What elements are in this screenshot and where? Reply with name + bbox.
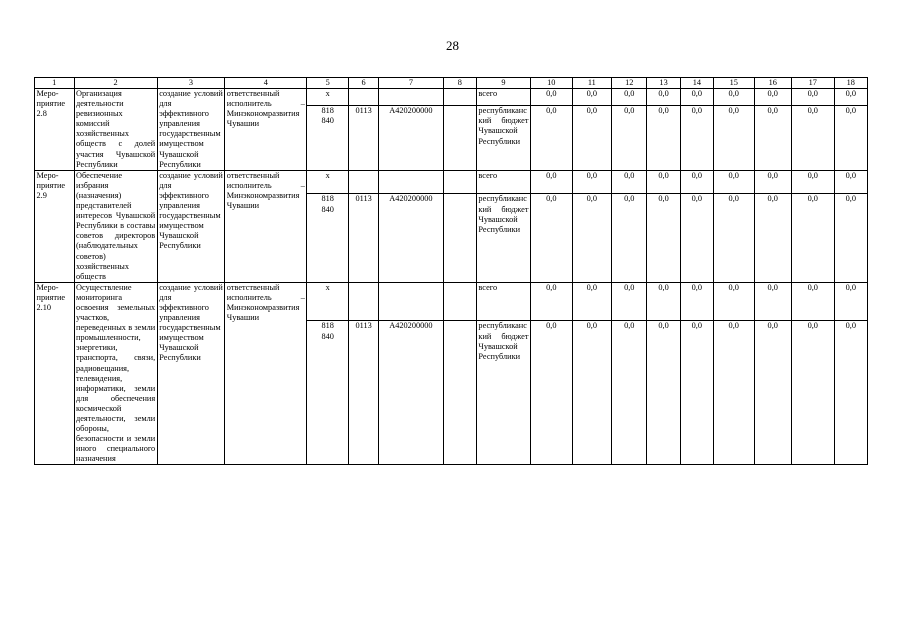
event-responsible: ответственный исполнитель – Минэкономразвития Чувашии	[225, 170, 307, 282]
total-source-label: всего	[476, 282, 530, 321]
total-value-cell: 0,0	[754, 282, 791, 321]
total-value-cell: 0,0	[680, 170, 713, 194]
budget-value-cell: 0,0	[713, 321, 754, 465]
budget-section-cell: 0113	[349, 106, 379, 170]
header-cell-12: 12	[612, 78, 647, 89]
budget-value-cell: 0,0	[647, 194, 680, 282]
total-section-cell	[349, 170, 379, 194]
event-number: Меро- приятие 2.8	[35, 89, 75, 171]
header-cell-13: 13	[647, 78, 680, 89]
total-expense-cell	[443, 170, 476, 194]
total-target-cell	[379, 282, 443, 321]
header-cell-3: 3	[157, 78, 225, 89]
header-cell-4: 4	[225, 78, 307, 89]
budget-value-cell: 0,0	[713, 194, 754, 282]
budget-source-label: республиканский бюджет Чувашской Республики	[476, 194, 530, 282]
budget-value-cell: 0,0	[754, 106, 791, 170]
budget-grbs-cell: 818 840	[307, 194, 349, 282]
budget-value-cell: 0,0	[572, 106, 612, 170]
event-description: Обеспечение избрания (назначения) представителей интересов Чувашской Республики в составы советов директоров (наблюдательных советов) хозяйственных обществ	[76, 170, 156, 281]
event-number: Меро- приятие 2.9	[35, 170, 75, 282]
budget-value-cell: 0,0	[612, 194, 647, 282]
budget-grbs-cell: 818 840	[307, 321, 349, 465]
total-grbs-cell: x	[307, 170, 349, 194]
budget-value-cell: 0,0	[530, 321, 572, 465]
program-events-table	[34, 77, 868, 465]
total-grbs-cell: x	[307, 282, 349, 321]
budget-value-cell: 0,0	[612, 106, 647, 170]
budget-value-cell: 0,0	[680, 194, 713, 282]
total-value-cell: 0,0	[791, 89, 834, 106]
total-target-cell	[379, 170, 443, 194]
header-cell-6: 6	[349, 78, 379, 89]
budget-target-cell: А420200000	[379, 106, 443, 170]
total-value-cell: 0,0	[834, 89, 867, 106]
total-value-cell: 0,0	[834, 170, 867, 194]
header-cell-15: 15	[713, 78, 754, 89]
budget-value-cell: 0,0	[791, 194, 834, 282]
event-goal: создание условий для эффективного управления государственным имуществом Чувашской Республики	[157, 170, 225, 282]
total-value-cell: 0,0	[754, 89, 791, 106]
total-value-cell: 0,0	[572, 89, 612, 106]
header-cell-16: 16	[754, 78, 791, 89]
budget-value-cell: 0,0	[647, 106, 680, 170]
event-row-total	[35, 282, 868, 321]
page-number: 28	[446, 38, 459, 53]
event-row-total	[35, 170, 868, 194]
total-value-cell: 0,0	[680, 282, 713, 321]
total-section-cell	[349, 89, 379, 106]
budget-value-cell: 0,0	[754, 194, 791, 282]
total-expense-cell	[443, 89, 476, 106]
header-cell-2: 2	[74, 78, 157, 89]
header-cell-7: 7	[379, 78, 443, 89]
total-value-cell: 0,0	[713, 170, 754, 194]
budget-value-cell: 0,0	[680, 106, 713, 170]
budget-source-label: республиканский бюджет Чувашской Республики	[476, 106, 530, 170]
total-value-cell: 0,0	[612, 170, 647, 194]
budget-value-cell: 0,0	[791, 106, 834, 170]
header-cell-8: 8	[443, 78, 476, 89]
budget-value-cell: 0,0	[612, 321, 647, 465]
budget-value-cell: 0,0	[791, 321, 834, 465]
table-header-row	[35, 78, 868, 89]
total-grbs-cell: x	[307, 89, 349, 106]
total-value-cell: 0,0	[572, 170, 612, 194]
budget-expense-cell	[443, 194, 476, 282]
budget-value-cell: 0,0	[754, 321, 791, 465]
header-cell-5: 5	[307, 78, 349, 89]
header-cell-11: 11	[572, 78, 612, 89]
budget-section-cell: 0113	[349, 321, 379, 465]
total-value-cell: 0,0	[680, 89, 713, 106]
total-value-cell: 0,0	[572, 282, 612, 321]
event-responsible: ответственный исполнитель – Минэкономразвития Чувашии	[225, 89, 307, 171]
event-number: Меро- приятие 2.10	[35, 282, 75, 465]
total-target-cell	[379, 89, 443, 106]
budget-target-cell: А420200000	[379, 194, 443, 282]
budget-source-label: республиканский бюджет Чувашской Республики	[476, 321, 530, 465]
budget-grbs-cell: 818 840	[307, 106, 349, 170]
budget-target-cell: А420200000	[379, 321, 443, 465]
total-value-cell: 0,0	[791, 170, 834, 194]
total-value-cell: 0,0	[713, 89, 754, 106]
budget-expense-cell	[443, 106, 476, 170]
budget-value-cell: 0,0	[834, 321, 867, 465]
budget-section-cell: 0113	[349, 194, 379, 282]
budget-value-cell: 0,0	[530, 194, 572, 282]
total-source-label: всего	[476, 89, 530, 106]
total-value-cell: 0,0	[530, 170, 572, 194]
budget-value-cell: 0,0	[834, 194, 867, 282]
total-value-cell: 0,0	[791, 282, 834, 321]
budget-expense-cell	[443, 321, 476, 465]
total-source-label: всего	[476, 170, 530, 194]
event-goal: создание условий для эффективного управления государственным имуществом Чувашской Республики	[157, 282, 225, 465]
header-cell-17: 17	[791, 78, 834, 89]
budget-value-cell: 0,0	[713, 106, 754, 170]
budget-value-cell: 0,0	[572, 321, 612, 465]
event-row-total	[35, 89, 868, 106]
header-cell-10: 10	[530, 78, 572, 89]
total-value-cell: 0,0	[612, 89, 647, 106]
budget-value-cell: 0,0	[572, 194, 612, 282]
event-responsible: ответственный исполнитель – Минэкономразвития Чувашии	[225, 282, 307, 465]
header-cell-18: 18	[834, 78, 867, 89]
budget-value-cell: 0,0	[530, 106, 572, 170]
event-description: Организация деятельности ревизионных комиссий хозяйственных обществ с долей участия Чувашской Республики	[76, 89, 156, 169]
event-goal: создание условий для эффективного управления государственным имуществом Чувашской Республики	[159, 89, 223, 169]
total-value-cell: 0,0	[754, 170, 791, 194]
budget-value-cell: 0,0	[834, 106, 867, 170]
total-value-cell: 0,0	[530, 282, 572, 321]
total-value-cell: 0,0	[647, 170, 680, 194]
budget-value-cell: 0,0	[680, 321, 713, 465]
total-value-cell: 0,0	[647, 89, 680, 106]
event-description: Осуществление мониторинга освоения земельных участков, переведенных в земли промышленности, энергетики, транспорта, связи, радиовещания, телевидения, информатики, земли для обеспечения космической деятельности, земли обороны, безопасности и земли иного специального назначения	[76, 282, 156, 464]
total-value-cell: 0,0	[834, 282, 867, 321]
budget-value-cell: 0,0	[647, 321, 680, 465]
total-value-cell: 0,0	[530, 89, 572, 106]
header-cell-9: 9	[476, 78, 530, 89]
header-cell-14: 14	[680, 78, 713, 89]
total-value-cell: 0,0	[647, 282, 680, 321]
total-expense-cell	[443, 282, 476, 321]
header-cell-1: 1	[35, 78, 75, 89]
total-value-cell: 0,0	[612, 282, 647, 321]
total-section-cell	[349, 282, 379, 321]
total-value-cell: 0,0	[713, 282, 754, 321]
